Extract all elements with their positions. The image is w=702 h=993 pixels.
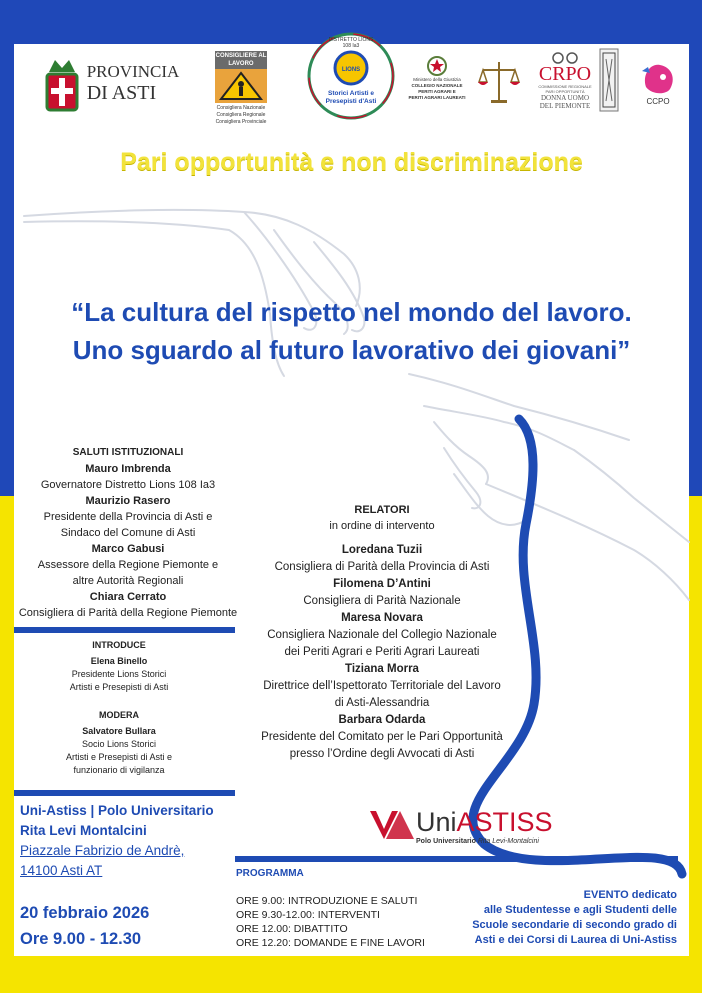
provincia-line1: PROVINCIA	[86, 62, 180, 81]
evento-block	[434, 888, 677, 948]
modera-role-3: funzionario di vigilanza	[73, 765, 165, 775]
relatore-role-4b: di Asti-Alessandria	[334, 697, 430, 709]
consigliere-lavoro-logo	[210, 48, 272, 128]
saluti-role-2a: Presidente della Provincia di Asti e	[43, 511, 213, 523]
consigliere-banner: CONSIGLIERE AL LAVORO	[215, 52, 267, 67]
lions-center-text: LIONS	[341, 67, 361, 73]
uniastiss-uni: Uni	[416, 807, 457, 837]
consigliere-line-1: Consigliera Nazionale	[216, 104, 266, 111]
crpo-l1: COMMISSIONE REGIONALE	[538, 84, 592, 89]
programma-item-2: ORE 9.30-12.00: INTERVENTI	[236, 909, 380, 921]
uniastiss-v-mark-icon	[368, 809, 416, 841]
lions-district-logo	[307, 32, 395, 120]
provincia-line2: DI ASTI	[86, 82, 157, 104]
introduce-name: Elena Binello	[90, 656, 148, 666]
programma-list	[236, 894, 425, 950]
event-time: Ore 9.00 - 12.30	[20, 930, 142, 948]
relatore-name-3: Maresa Novara	[341, 612, 423, 624]
ccpo-logo	[630, 48, 686, 114]
relatore-role-4a: Direttrice dell’Ispettorato Territoriale del Lavoro	[263, 680, 501, 692]
crpo-big: CRPO	[538, 63, 592, 85]
consigliere-line-3: Consigliera Provinciale	[215, 118, 267, 125]
relatori-sub: in ordine di intervento	[329, 520, 435, 532]
evento-line-4: Asti e dei Corsi di Laurea di Uni-Astiss	[474, 934, 677, 946]
date-time-block	[20, 900, 235, 952]
relatore-name-5: Barbara Odarda	[338, 714, 426, 726]
consigliere-line-2: Consigliera Regionale	[216, 111, 266, 118]
collegio-l2: COLLEGIO NAZIONALE	[411, 83, 463, 88]
saluti-heading: SALUTI ISTITUZIONALI	[72, 447, 184, 458]
lions-sub1: Storici Artisti e	[328, 90, 374, 97]
venue-address-1[interactable]: Piazzale Fabrizio de Andrè,	[20, 843, 185, 858]
modera-section	[14, 709, 224, 777]
collegio-l4: PERITI AGRARI LAUREATI	[408, 95, 466, 100]
programma-item-3: ORE 12.00: DIBATTITO	[236, 923, 348, 935]
saluti-role-3b: altre Autorità Regionali	[72, 575, 184, 587]
modera-role-2: Artisti e Presepisti di Asti e	[65, 752, 173, 762]
saluti-role-4: Consigliera di Parità della Regione Piemonte	[18, 607, 238, 619]
collegio-l1: Ministero della Giustizia	[413, 77, 461, 82]
modera-role-1: Socio Lions Storici	[81, 739, 157, 749]
programma-heading: PROGRAMMA	[236, 868, 304, 879]
introduce-section	[14, 639, 224, 694]
lions-sub2: Presepisti d'Asti	[325, 98, 377, 105]
saluti-role-1: Governatore Distretto Lions 108 Ia3	[40, 479, 216, 491]
warning-sign-icon	[215, 69, 267, 103]
relatori-heading: RELATORI	[354, 504, 410, 516]
uniastiss-logo	[368, 807, 553, 849]
relatore-role-2: Consigliera di Parità Nazionale	[303, 595, 461, 607]
crpo-l4: DEL PIEMONTE	[539, 102, 591, 110]
relatore-role-1: Consigliera di Parità della Provincia di Asti	[274, 561, 490, 573]
relatore-name-2: Filomena D’Antini	[333, 578, 431, 590]
saluti-name-2: Maurizio Rasero	[85, 495, 171, 507]
venue-line-1: Uni-Astiss | Polo Universitario	[20, 803, 214, 818]
modera-divider	[14, 790, 235, 796]
relatore-role-5a: Presidente del Comitato per le Pari Opportunità	[261, 731, 503, 743]
scales-justice-logo	[474, 54, 524, 109]
evento-line-1: EVENTO dedicato	[583, 889, 677, 901]
saluti-name-4: Chiara Cerrato	[89, 591, 167, 603]
event-title	[14, 293, 689, 369]
vertical-stamp-icon	[598, 47, 620, 113]
ccpo-text: CCPO	[646, 96, 670, 106]
evento-line-2: alle Studentesse e agli Studenti delle	[483, 904, 677, 916]
relatore-name-4: Tiziana Morra	[345, 663, 419, 675]
modera-name: Salvatore Bullara	[82, 726, 156, 736]
saluti-name-1: Mauro Imbrenda	[85, 463, 171, 475]
relatori-list	[240, 542, 524, 763]
ccpo-figure-icon	[638, 57, 678, 97]
introduce-role-2: Artisti e Presepisti di Asti	[69, 682, 169, 692]
provincia-asti-logo	[44, 48, 180, 118]
collegio-periti-logo	[402, 48, 472, 108]
title-line-2: Uno sguardo al futuro lavorativo dei giovani”	[72, 335, 631, 365]
event-date: 20 febbraio 2026	[20, 904, 150, 922]
headline: Pari opportunità e non discriminazione	[120, 148, 583, 176]
scales-of-justice-icon	[475, 56, 523, 108]
relatore-name-1: Loredana Tuzii	[341, 544, 423, 556]
uniastiss-astiss: ASTISS	[456, 807, 553, 837]
programma-item-4: ORE 12.20: DOMANDE E FINE LAVORI	[236, 937, 425, 949]
italian-emblem-icon	[426, 55, 448, 77]
evento-line-3: Scuole secondarie di secondo grado di	[472, 919, 677, 931]
relatori-heading-block	[242, 502, 522, 534]
uniastiss-sub2: Rita Levi-Montalcini	[477, 838, 539, 845]
crpo-l3: DONNA UOMO	[540, 94, 589, 102]
collegio-l3: PERITI AGRARI E	[418, 89, 456, 94]
venue-address-2[interactable]: 14100 Asti AT	[20, 863, 103, 878]
poster-sheet	[14, 37, 689, 956]
venue-block	[20, 801, 235, 881]
programma-divider	[235, 856, 678, 862]
crpo-l2: PARI OPPORTUNITÀ	[545, 89, 585, 94]
uniastiss-sub: Polo Universitario	[416, 838, 476, 845]
introduce-heading: INTRODUCE	[92, 640, 146, 650]
saluti-divider	[14, 627, 235, 633]
saluti-name-3: Marco Gabusi	[91, 543, 165, 555]
lions-ring-text: DISTRETTO LIONS 108 Ia3	[328, 37, 374, 49]
saluti-role-2b: Sindaco del Comune di Asti	[60, 527, 196, 539]
title-line-1: “La cultura del rispetto nel mondo del lavoro.	[71, 297, 632, 327]
programma-item-1: ORE 9.00: INTRODUZIONE E SALUTI	[236, 895, 418, 907]
introduce-role-1: Presidente Lions Storici	[71, 669, 167, 679]
modera-heading: MODERA	[99, 710, 139, 720]
relatore-role-3b: dei Periti Agrari e Periti Agrari Laureati	[284, 646, 480, 658]
provincia-crest-icon	[41, 52, 83, 114]
relatore-role-3a: Consigliera Nazionale del Collegio Nazionale	[267, 629, 497, 641]
saluti-section	[14, 445, 242, 621]
saluti-role-3a: Assessore della Regione Piemonte e	[37, 559, 219, 571]
venue-line-2: Rita Levi Montalcini	[20, 823, 147, 838]
vertical-stamp-logo	[596, 46, 622, 114]
relatore-role-5b: presso l’Ordine degli Avvocati di Asti	[289, 748, 475, 760]
crpo-logo	[528, 48, 602, 114]
